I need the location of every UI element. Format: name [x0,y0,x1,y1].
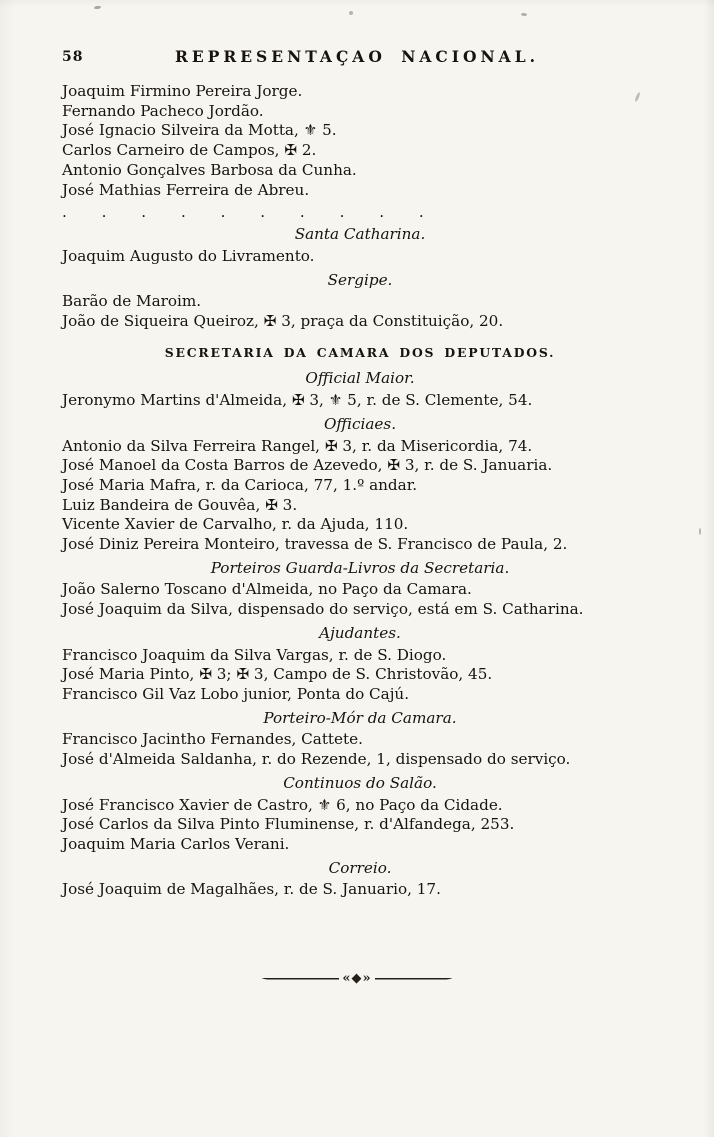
divider-ornament-glyph: «◆» [342,971,372,987]
text-line: José Diniz Pereira Monteiro, travessa de S. Francisco de Paula, 2. [62,535,568,554]
scan-artifact [521,13,527,17]
section-heading: Ajudantes. [319,623,401,642]
text-line: Vicente Xavier de Carvalho, r. da Ajuda, 110. [62,515,409,534]
text-line: José Mathias Ferreira de Abreu. [62,180,310,199]
text-line: Francisco Joaquim da Silva Vargas, r. de S. Diogo. [62,645,447,664]
text-line: José Ignacio Silveira da Motta, ⚜ 5. [62,121,337,140]
text-line: João Salerno Toscano d'Almeida, no Paço da Camara. [62,580,472,599]
section-heading: Sergipe. [327,270,393,289]
text-line: Luiz Bandeira de Gouvêa, ✠ 3. [62,495,298,514]
text-line: José Maria Mafra, r. da Carioca, 77, 1.º andar. [62,475,418,494]
text-line: Jeronymo Martins d'Almeida, ✠ 3, ⚜ 5, r. de S. Clemente, 54. [62,391,533,410]
text-line: Barão de Maroim. [62,292,202,311]
text-line: José Joaquim de Magalhães, r. de S. Januario, 17. [62,880,441,899]
text-line: Francisco Gil Vaz Lobo junior, Ponta do Cajú. [62,684,410,703]
ellipsis-row: . . . . . . . . . . [62,203,439,222]
section-subheader: SECRETARIA DA CAMARA DOS DEPUTADOS. [164,344,556,360]
text-line: José Carlos da Silva Pinto Fluminense, r. d'Alfandega, 253. [62,815,515,834]
divider-rule-right [375,978,453,980]
text-line: Joaquim Augusto do Livramento. [62,246,315,265]
text-line: Joaquim Maria Carlos Verani. [62,834,290,853]
document-body [62,82,658,900]
section-heading: Continuos do Salão. [283,773,437,792]
text-line: José Francisco Xavier de Castro, ⚜ 6, no Paço da Cidade. [62,795,503,814]
bottom-ornament-divider [0,972,714,985]
page-header [0,47,714,69]
text-line: José d'Almeida Saldanha, r. do Rezende, 1, dispensado do serviço. [62,750,571,769]
text-line: José Manoel da Costa Barros de Azevedo, ✠ 3, r. de S. Januaria. [62,456,553,475]
page-title: REPRESENTAÇAO NACIONAL. [175,47,539,66]
divider-rule-left [261,978,339,980]
page-number: 58 [62,49,84,65]
text-line: José Joaquim da Silva, dispensado do serviço, está em S. Catharina. [62,600,584,619]
text-line: José Maria Pinto, ✠ 3; ✠ 3, Campo de S. Christovão, 45. [62,665,493,684]
section-heading: Porteiros Guarda-Livros da Secretaria. [210,558,510,577]
text-line: Antonio da Silva Ferreira Rangel, ✠ 3, r. da Misericordia, 74. [62,436,533,455]
text-line: Fernando Pacheco Jordão. [62,101,264,120]
section-heading: Correio. [328,858,392,877]
section-heading: Porteiro-Mór da Camara. [263,708,457,727]
text-line: João de Siqueira Queiroz, ✠ 3, praça da Constituição, 20. [62,312,504,331]
text-line: Carlos Carneiro de Campos, ✠ 2. [62,141,317,160]
text-line: Joaquim Firmino Pereira Jorge. [62,82,303,100]
scan-artifact [699,528,701,535]
text-line: Antonio Gonçalves Barbosa da Cunha. [62,160,357,179]
section-heading: Officiaes. [323,414,397,433]
scan-artifact [349,11,353,15]
scan-artifact [94,6,101,10]
section-heading: Santa Catharina. [294,225,426,244]
text-line: Francisco Jacintho Fernandes, Cattete. [62,730,363,749]
section-heading: Official Maior. [305,369,415,388]
